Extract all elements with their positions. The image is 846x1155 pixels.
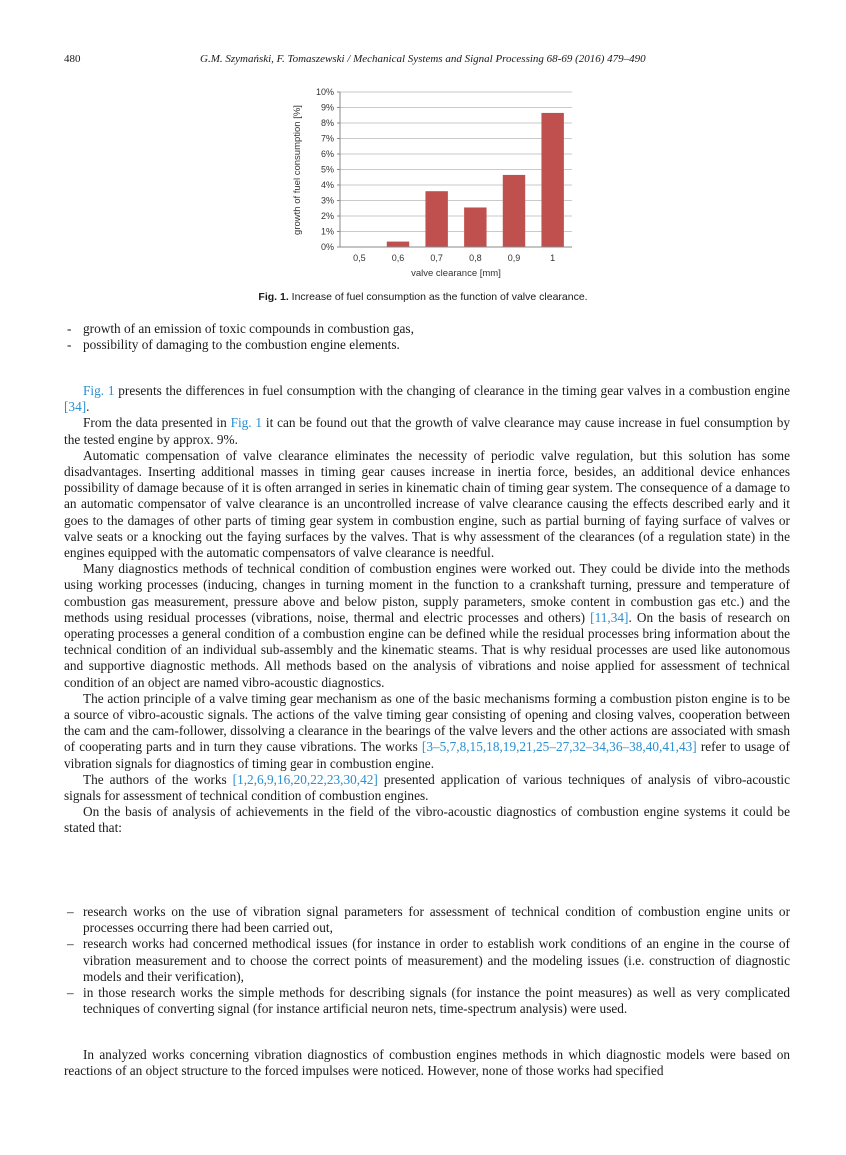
y-tick-label: 2% (320, 211, 334, 222)
x-tick-label: 0,7 (430, 253, 443, 263)
citation-link[interactable]: [1,2,6,9,16,20,22,23,30,42] (232, 771, 378, 787)
citation-link[interactable]: [34] (64, 399, 87, 415)
list-item: - growth of an emission of toxic compounds in combustion gas, (64, 321, 790, 337)
y-tick-label: 8% (320, 118, 334, 129)
paragraph-3: Automatic compensation of valve clearance eliminates the necessity of periodic valve regulation, but this solution has some disadvantages. Inserting additional masses in timing gear causes increase in inertia force, besides, an additional device enhances possibility of damage because of it is often arranged in series in kinematic chain of timing gear system. The consequence of a damage to an automatic compensator of valve clearance is an uncontrolled increase of valve clearance causing the effects described early and it goes to the damages of other parts of timing gear system in combustion engine, such as partial burning of faying surface of valves or valve seats or a knocking out the faying surfaces by the valves. That is why assessment of the clearances (of a regulation state) in the engines equipped with the automatic compensators of valve clearance is needful. (64, 447, 790, 561)
paragraph-8: In analyzed works concerning vibration diagnostics of combustion engines methods in which diagnostic models were based on reactions of an object structure to the forced impulses were noticed. However, none of those works had specified (64, 1047, 790, 1079)
paragraph-7: On the basis of analysis of achievements in the field of the vibro-acoustic diagnostics of combustion engine systems it could be stated that: (64, 804, 790, 836)
x-tick-label: 1 (550, 253, 556, 263)
y-tick-label: 7% (320, 133, 334, 144)
citation-link[interactable]: [3–5,7,8,15,18,19,21,25–27,32–34,36–38,40,41,43] (421, 739, 697, 755)
x-tick-label: 0,6 (391, 253, 405, 263)
y-tick-label: 3% (320, 195, 334, 206)
fig-1-link[interactable]: Fig. 1 (83, 383, 115, 398)
body-text-2 (64, 1047, 790, 1079)
paragraph-4: Many diagnostics methods of technical condition of combustion engines were worked out. They could be divide into the methods using working processes (inducing, changes in turning moment in the function to a crankshaft turning, pressure and temperature of combustion gas measurement, pressure above and below piston, supply parameters, smoke content in combustion gas etc.) and the methods using residual processes (vibrations, noise, thermal and electric processes and others) [11,34]. On the basis of research on operating processes a general condition of a combustion engine can be defined while the residual processes bring information about the technical condition of an individual sub-assembly and the kinematic steams. That is why residual processes are used like autonomous and supportive diagnostic methods. All methods based on the analysis of vibrations and noise applied for assessment of technical condition of an object are named vibro-acoustic diagnostics. (64, 561, 790, 690)
bars (387, 113, 564, 247)
figure-caption (0, 291, 846, 303)
y-tick-label: 0% (320, 242, 334, 253)
list-item: - possibility of damaging to the combustion engine elements. (64, 337, 790, 353)
y-tick-label: 9% (320, 102, 334, 113)
bar (541, 113, 563, 247)
paragraph-1: Fig. 1 presents the differences in fuel consumption with the changing of clearance in the timing gear valves in a combustion engine [34]. (64, 383, 790, 415)
bar (464, 207, 486, 247)
list-item: – research works on the use of vibration signal parameters for assessment of technical condition of combustion engine units or processes occurring there had been carried out, (64, 904, 790, 936)
bar (425, 191, 447, 247)
y-tick-label: 10% (315, 87, 334, 98)
short-list (64, 321, 790, 353)
page-number: 480 (64, 53, 81, 65)
y-tick-label: 1% (320, 226, 334, 237)
y-tick-label: 4% (320, 180, 334, 191)
list-item: – research works had concerned methodical issues (for instance in order to establish work conditions of an engine in the course of vibration measurement and to choose the correct points of measurement) and the modeling issues (i.e. construction of diagnostic models and their verification), (64, 936, 790, 985)
short-list-block (64, 321, 790, 353)
x-tick-label: 0,8 (469, 253, 482, 263)
gridlines (337, 92, 572, 247)
paragraph-6: The authors of the works [1,2,6,9,16,20,22,23,30,42] presented application of various techniques of analysis of vibro-acoustic signals for assessment of technical condition of combustion engines. (64, 771, 790, 804)
bar (387, 242, 409, 247)
x-tick-labels (353, 253, 555, 263)
bar (503, 175, 525, 247)
y-tick-label: 5% (320, 164, 334, 175)
body-text (64, 383, 790, 837)
x-tick-label: 0,9 (507, 253, 521, 263)
fig-1-link[interactable]: Fig. 1 (230, 415, 263, 431)
list-item: – in those research works the simple methods for describing signals (for instance the point measures) as well as very complicated techniques of converting signal (for instance artificial neuron nets, time-spectrum analysis) were used. (64, 985, 790, 1017)
paragraph-2: From the data presented in Fig. 1 it can be found out that the growth of valve clearance may cause increase in fuel consumption by the tested engine by approx. 9%. (64, 415, 790, 447)
y-axis-label: growth of fuel consumption [%] (292, 105, 303, 235)
caption-label: Fig. 1. (258, 291, 289, 303)
caption-text: Increase of fuel consumption as the function of valve clearance. (288, 291, 588, 303)
findings-list (64, 904, 790, 1017)
paragraph-5: The action principle of a valve timing gear mechanism as one of the basic mechanisms forming a combustion piston engine is to be a source of vibro-acoustic signals. The actions of the valve timing gear consisting of opening and closing valves, cooperation between the cam and the cam-follower, dissolving a clearance in the bearings of the valve levers and the other actions are associated with smash of cooperating parts and in turn they cause vibrations. The works [3–5,7,8,15,18,19,21,25–27,32–34,36–38,40,41,43] refer to usage of vibration signals for diagnostics of timing gear in combustion engine. (64, 690, 790, 771)
long-list-block (64, 904, 790, 1017)
citation-link[interactable]: [11,34] (590, 609, 629, 625)
running-head: G.M. Szymański, F. Tomaszewski / Mechanical Systems and Signal Processing 68-69 (2016) 479–490 (200, 53, 646, 65)
x-tick-label: 0,5 (353, 253, 366, 263)
figure-1-chart (285, 82, 585, 282)
x-axis-label: valve clearance [mm] (411, 268, 501, 279)
y-tick-label: 6% (320, 149, 334, 160)
y-tick-labels (316, 87, 334, 252)
